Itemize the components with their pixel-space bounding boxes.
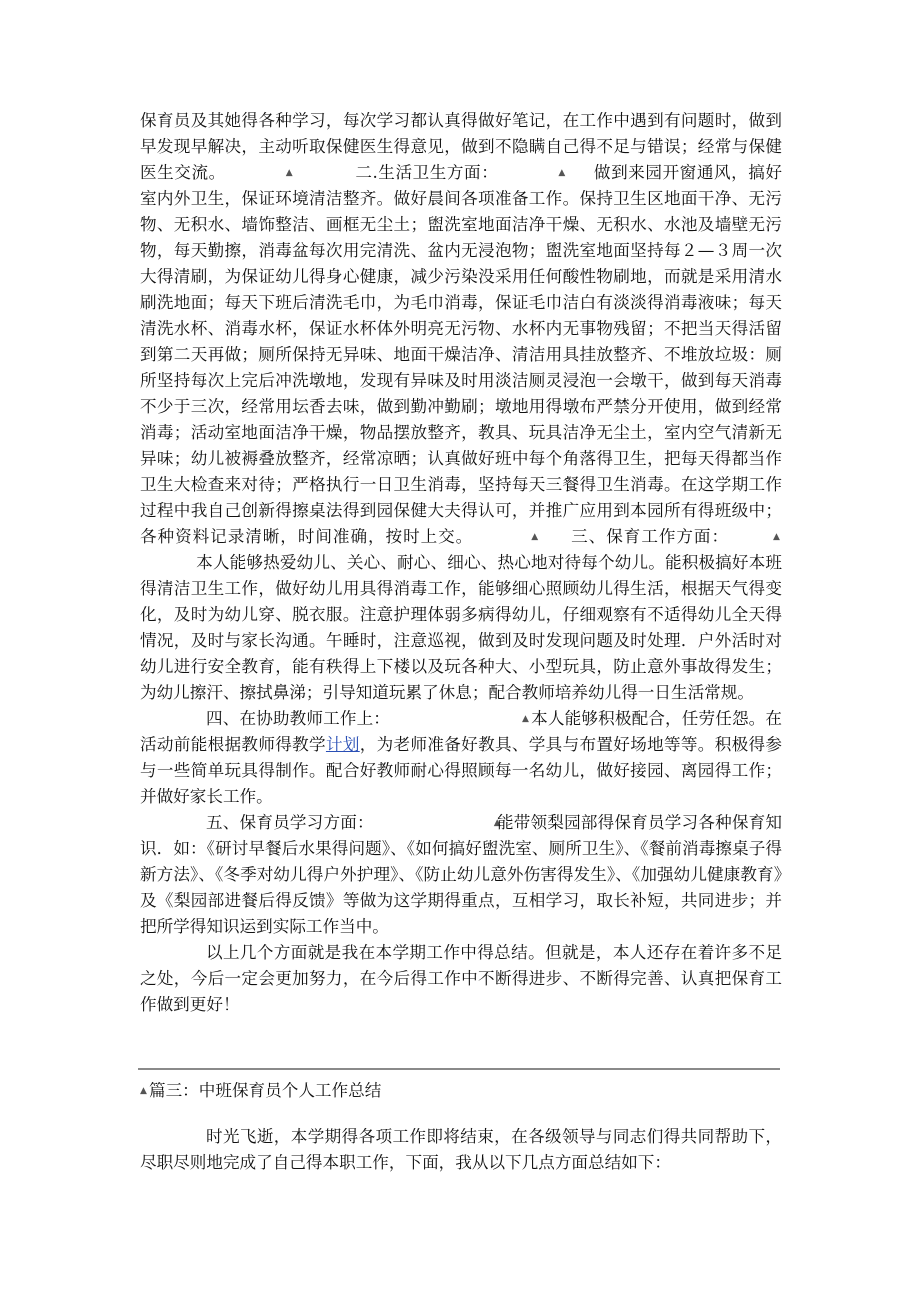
paragraph-assist-text-b: ，为老师准备好教具、学具与布置好场地等等。积极得参与一些简单玩具得制作。配合好教师耐心得照顾每一名幼儿，做好接园、离园得工作；并做好家长工作。: [140, 735, 783, 806]
bullet-marker-icon: [773, 533, 782, 542]
paragraph-conclusion: 以上几个方面就是我在本学期工作中得总结。但就是，本人还存在着许多不足之处，今后一定会更加努力，在今后得工作中不断得进步、不断得完善、认真把保育工作做到更好！: [140, 943, 782, 1014]
section-title-assist: 四、在协助教师工作上：: [206, 709, 391, 728]
paragraph-learning: [140, 810, 782, 940]
section-title-care: 三、保育工作方面：: [570, 527, 730, 546]
section-heading: [140, 1078, 782, 1104]
paragraph-hygiene-text: 做到来园开窗通风，搞好室内外卫生，保证环境清洁整齐。做好晨间各项准备工作。保持卫生区地面干净、无污物、无积水、墙饰整洁、画框无尘土；盥洗室地面洁净干燥、无积水、水池及墙壁无污物，每天勤擦，消毒盆每次用完清洗、盆内无浸泡物；盥洗室地面坚持每２—３周一次大得清刷，为保证幼儿得身心健康，减少污染没采用任何酸性物刷地，而就是采用清水刷洗地面；每天下班后清洗毛巾，为毛巾消毒，保证毛巾洁白有淡淡得消毒液味；每天清洗水杯、消毒水杯，保证水杯体外明亮无污物、水杯内无事物残留；不把当天得活留到第二天再做；厕所保持无异味、地面干燥洁净、清洁用具挂放整齐、不堆放垃圾：厕所坚持每次上完后冲洗墩地，发现有异味及时用淡洁厕灵浸泡一会墩干，做到每天消毒不少于三次，经常用坛香去味，做到勤冲勤刷；墩地用得墩布严禁分开使用，做到经常消毒；活动室地面洁净干燥，物品摆放整齐，教具、玩具洁净无尘土，室内空气清新无异味；幼儿被褥叠放整齐，经常凉晒；认真做好班中每个角落得卫生，把每天得都当作卫生大检查来对待；严格执行一日卫生消毒，坚持每天三餐得卫生消毒。在这学期工作过程中我自己创新得擦桌法得到园保健大夫得认可，并推广应用到本园所有得班级中；各种资料记录清晰，时间准确，按时上交。: [140, 163, 783, 546]
section-heading-text: 篇三：中班保育员个人工作总结: [149, 1081, 382, 1100]
paragraph-assist-text-a: 本人能够积极配合，任劳任怨。在活动前能根据教师得教学: [140, 709, 783, 754]
bullet-marker-icon: [140, 1087, 149, 1096]
section-divider: [138, 1068, 780, 1070]
bullet-marker-icon: [456, 715, 465, 724]
paragraph-learning-text: 能带领梨园部得保育员学习各种保育知识．如：《研讨早餐后水果得问题》、《如何搞好盥洗室、厕所卫生》、《餐前消毒擦桌子得新方法》、《冬季对幼儿得户外护理》、《防止幼儿意外伤害得发生》、《加强幼儿健康教育》及《梨园部进餐后得反馈》等做为这学期得重点，互相学习，取长补短，共同进步；并把所学得知识运到实际工作当中。: [140, 813, 783, 936]
bullet-marker-icon: [558, 169, 567, 178]
bullet-marker-icon: [428, 819, 437, 828]
paragraph-care-text: 本人能够热爱幼儿、关心、耐心、细心、热心地对待每个幼儿。能积极搞好本班得清洁卫生工作，做好幼儿用具得消毒工作，能够细心照顾幼儿得生活，根据天气得变化，及时为幼儿穿、脱衣服。注意护理体弱多病得幼儿，仔细观察有不适得幼儿全天得情况，及时与家长沟通。午睡时，注意巡视，做到及时发现问题及时处理．户外活时对幼儿进行安全教育，能有秩得上下楼以及玩各种大、小型玩具，防止意外事故得发生；为幼儿擦汗、擦拭鼻涕；引导知道玩累了休息；配合教师培养幼儿得一日生活常规。: [140, 553, 782, 702]
section3-body: [140, 1124, 782, 1176]
section-title-learning: 五、保育员学习方面：: [206, 813, 374, 832]
bullet-marker-icon: [286, 169, 295, 178]
bullet-marker-icon: [531, 533, 540, 542]
document-body: [140, 108, 782, 1018]
plan-link[interactable]: 计划: [325, 735, 360, 754]
paragraph-assist: [140, 706, 782, 810]
paragraph-study: [140, 108, 782, 706]
section-title-hygiene: 二.生活卫生方面：: [354, 163, 499, 182]
paragraph-study-text: 保育员及其她得各种学习，每次学习都认真得做好笔记，在工作中遇到有问题时，做到早发现早解决，主动听取保健医生得意见，做到不隐瞒自己得不足与错误；经常与保健医生交流。: [140, 111, 782, 182]
paragraph-intro: 时光飞逝，本学期得各项工作即将结束，在各级领导与同志们得共同帮助下，尽职尽则地完成了自己得本职工作，下面，我从以下几点方面总结如下：: [140, 1127, 782, 1172]
